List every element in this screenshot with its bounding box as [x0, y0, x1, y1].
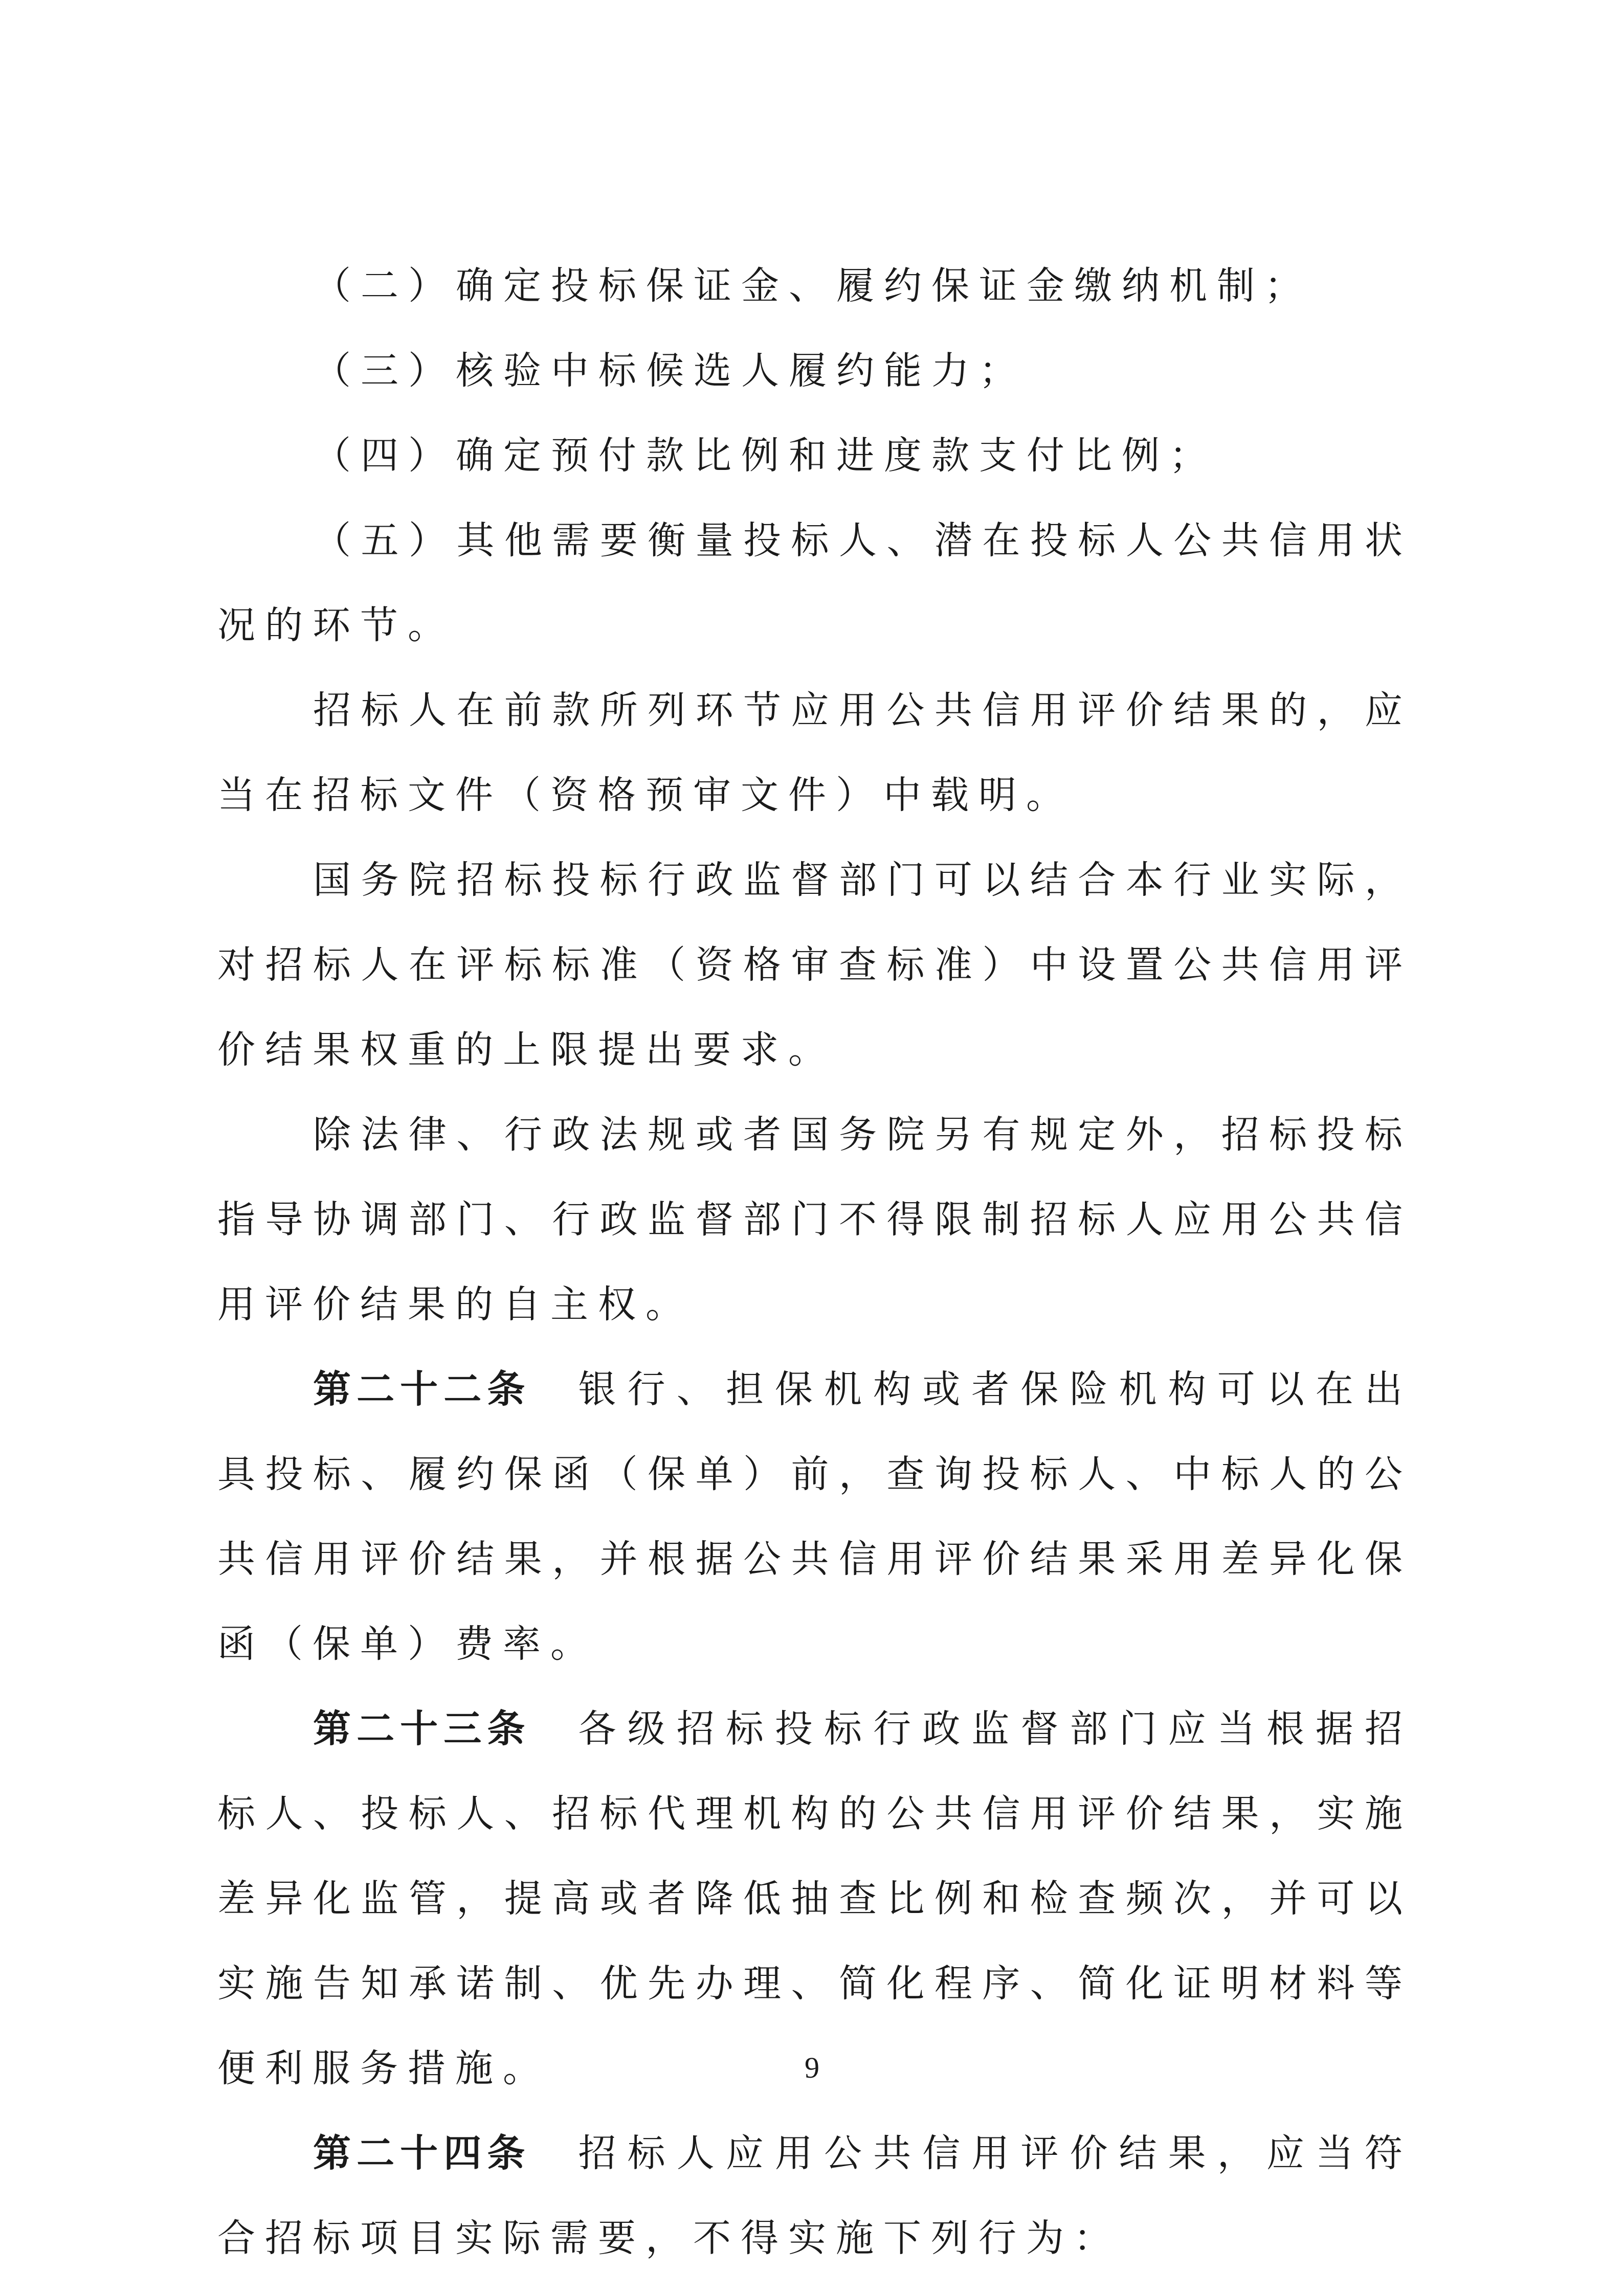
page-number: 9	[805, 2051, 819, 2084]
article-title: 第二十四条	[313, 2131, 531, 2175]
list-item-3: （三）核验中标候选人履约能力；	[313, 349, 1027, 393]
article-title: 第二十三条	[313, 1707, 531, 1751]
article-text: 银行、担保机构或者保险机构可以在出具投标、履约保函（保单）前，查询投标人、中标人的公共信用评价结果，并根据公共信用评价结果采用差异化保函（保单）费率。	[217, 1367, 1413, 1666]
body-paragraph: 招标人在前款所列环节应用公共信用评价结果的，应当在招标文件（资格预审文件）中载明。	[217, 688, 1412, 817]
article-title: 第二十二条	[313, 1367, 531, 1411]
article-text: 各级招标投标行政监督部门应当根据招标人、投标人、招标代理机构的公共信用评价结果，实施差异化监管，提高或者降低抽查比例和检查频次，并可以实施告知承诺制、优先办理、简化程序、简化证明材料等便利服务措施。	[217, 1707, 1413, 2090]
article-24	[217, 2111, 1412, 2281]
document-body	[217, 243, 1412, 2281]
body-paragraph: 除法律、行政法规或者国务院另有规定外，招标投标指导协调部门、行政监督部门不得限制招标人应用公共信用评价结果的自主权。	[217, 1113, 1412, 1326]
list-item-4: （四）确定预付款比例和进度款支付比例；	[313, 434, 1217, 478]
article-22	[217, 1347, 1412, 1686]
list-item-5: （五）其他需要衡量投标人、潜在投标人公共信用状况的环节。	[217, 519, 1412, 647]
article-text: 招标人应用公共信用评价结果，应当符合招标项目实际需要，不得实施下列行为：	[217, 2131, 1413, 2260]
body-paragraph: 国务院招标投标行政监督部门可以结合本行业实际，对招标人在评标标准（资格审查标准）中设置公共信用评价结果权重的上限提出要求。	[217, 858, 1412, 1072]
list-item-2: （二）确定投标保证金、履约保证金缴纳机制；	[313, 264, 1312, 308]
article-23	[217, 1686, 1412, 2111]
